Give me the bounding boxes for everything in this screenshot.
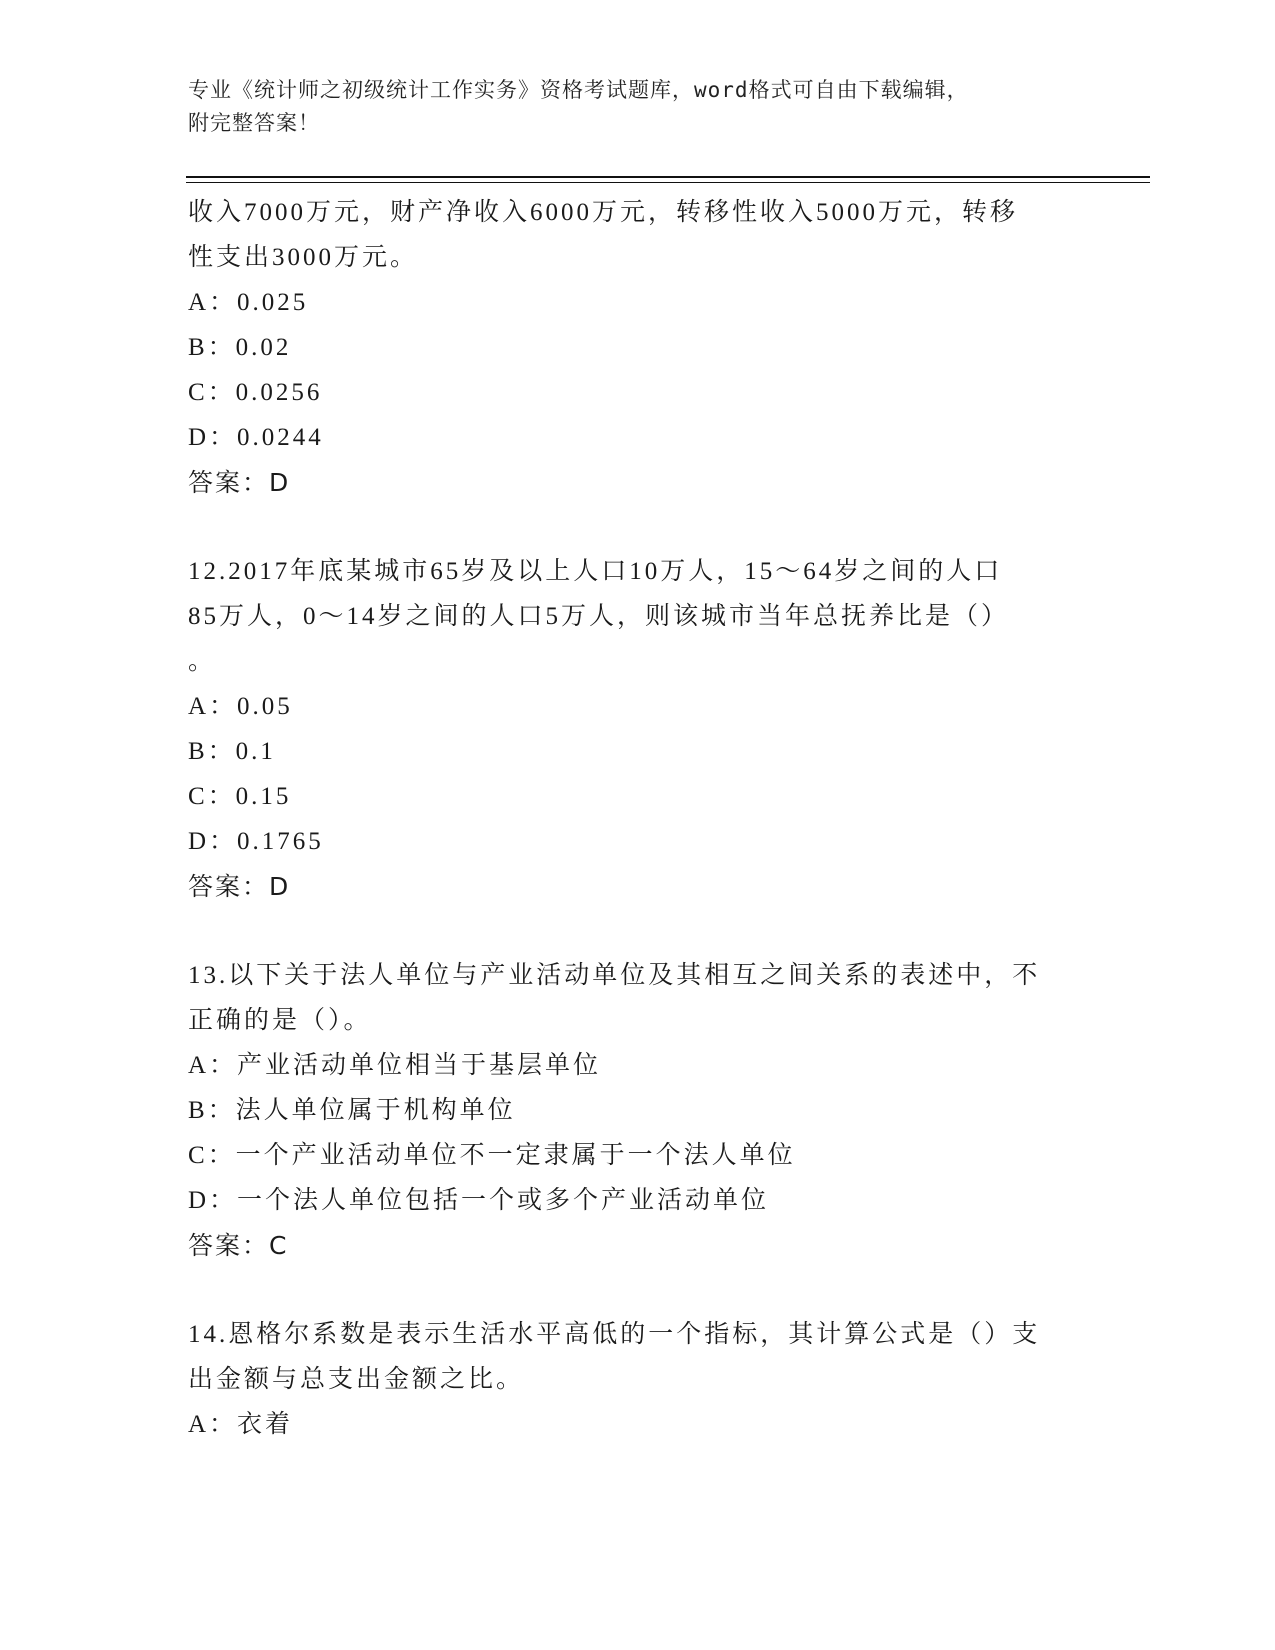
option-a: A：0.025 <box>188 289 309 316</box>
option-d: D：一个法人单位包括一个或多个产业活动单位 <box>188 1187 770 1214</box>
question-text-line: 正确的是（）。 <box>188 1007 372 1034</box>
header-line-2: 附完整答案！ <box>188 111 320 135</box>
question-text-line: 12.2017年底某城市65岁及以上人口10万人，15～64岁之间的人口 <box>188 558 1003 585</box>
question-11-continuation <box>188 190 1088 505</box>
question-text-line: 85万人，0～14岁之间的人口5万人，则该城市当年总抚养比是（） <box>188 603 1010 630</box>
question-text-line: 收入7000万元，财产净收入6000万元，转移性收入5000万元，转移 <box>188 199 1019 226</box>
option-d: D：0.0244 <box>188 424 324 451</box>
header-divider-thick <box>186 176 1150 178</box>
spacer <box>188 1268 1088 1312</box>
option-b: B：0.02 <box>188 334 292 361</box>
question-12 <box>188 549 1088 909</box>
option-b: B：0.1 <box>188 738 276 765</box>
option-c: C：0.0256 <box>188 379 323 406</box>
question-14 <box>188 1312 1088 1447</box>
question-text-line: 14.恩格尔系数是表示生活水平高低的一个指标，其计算公式是（）支 <box>188 1321 1041 1348</box>
document-header <box>188 74 1088 140</box>
answer-line: 答案：D <box>188 468 291 497</box>
question-text-line: 出金额与总支出金额之比。 <box>188 1366 525 1393</box>
header-divider-thin <box>186 182 1150 183</box>
question-list <box>188 190 1088 1447</box>
question-text-line: 13.以下关于法人单位与产业活动单位及其相互之间关系的表述中，不 <box>188 962 1041 989</box>
question-text-line: 。 <box>188 648 217 675</box>
header-line-1: 专业《统计师之初级统计工作实务》资格考试题库，word格式可自由下载编辑， <box>188 78 969 102</box>
option-a: A：产业活动单位相当于基层单位 <box>188 1052 602 1079</box>
option-a: A：衣着 <box>188 1411 294 1438</box>
option-a: A：0.05 <box>188 693 293 720</box>
answer-line: 答案：D <box>188 872 291 901</box>
option-d: D：0.1765 <box>188 828 324 855</box>
question-text-line: 性支出3000万元。 <box>188 244 419 271</box>
option-c: C：0.15 <box>188 783 292 810</box>
answer-line: 答案：C <box>188 1231 289 1260</box>
spacer <box>188 505 1088 549</box>
option-b: B：法人单位属于机构单位 <box>188 1097 516 1124</box>
option-c: C：一个产业活动单位不一定隶属于一个法人单位 <box>188 1142 796 1169</box>
question-13 <box>188 953 1088 1268</box>
spacer <box>188 909 1088 953</box>
